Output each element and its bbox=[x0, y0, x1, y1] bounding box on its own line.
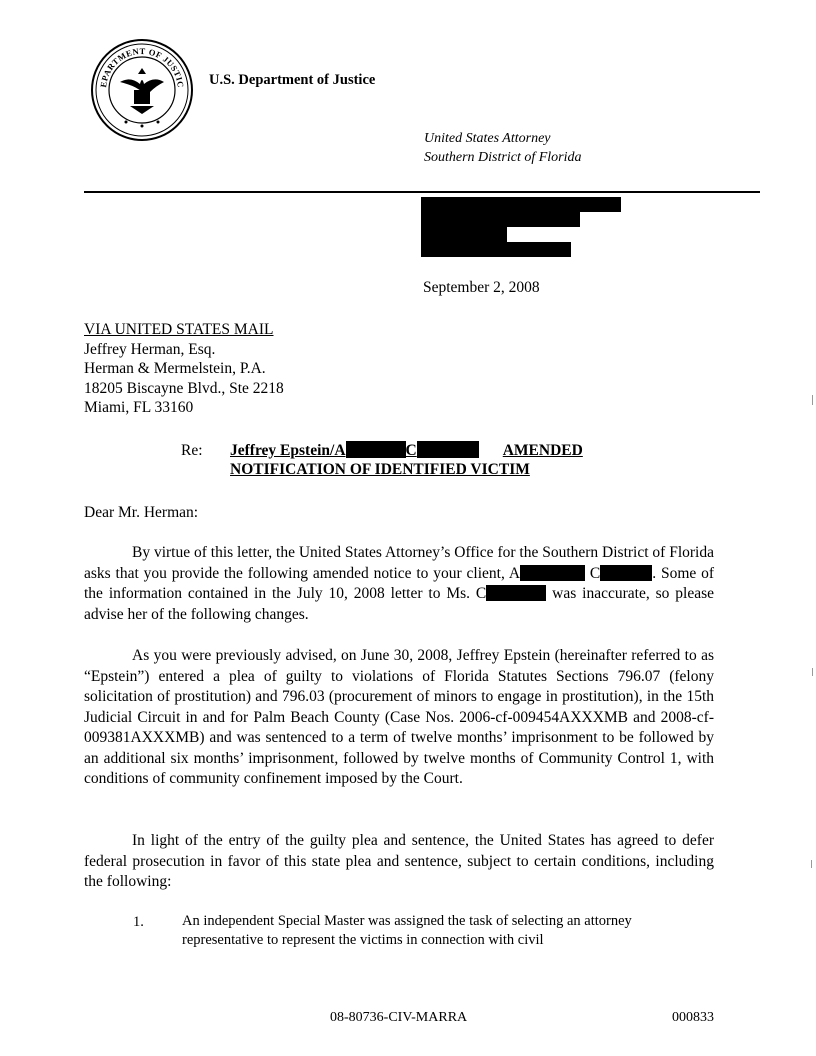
letter-date: September 2, 2008 bbox=[423, 279, 540, 296]
paragraph-text: . Some of the information contained in the July 10, 2008 letter to Ms. C bbox=[84, 564, 715, 602]
scan-speck bbox=[812, 668, 813, 676]
address-line: 18205 Biscayne Blvd., Ste 2218 bbox=[84, 379, 284, 397]
body-paragraph-1 bbox=[84, 543, 714, 625]
office-line-2: Southern District of Florida bbox=[424, 150, 582, 165]
body-paragraph-2 bbox=[84, 646, 714, 790]
redaction-block bbox=[421, 212, 580, 227]
re-subject-name: Jeffrey Epstein/A bbox=[230, 442, 346, 459]
scan-speck bbox=[812, 395, 813, 405]
re-subject-line-1 bbox=[230, 441, 583, 460]
office-line-1: United States Attorney bbox=[424, 131, 551, 146]
footer-bates-number: 000833 bbox=[672, 1010, 714, 1025]
scan-speck bbox=[811, 860, 812, 868]
footer-case-number: 08-80736-CIV-MARRA bbox=[330, 1010, 468, 1025]
paragraph-text: was inaccurate, so please advise her of the following changes. bbox=[84, 585, 714, 623]
department-name: U.S. Department of Justice bbox=[209, 72, 376, 88]
re-subject-line-2: NOTIFICATION OF IDENTIFIED VICTIM bbox=[230, 461, 530, 478]
paragraph-text: In light of the entry of the guilty plea and sentence, the United States has agreed to defer federal prosecution in favor of this state plea and sentence, subject to certain conditions, including the following: bbox=[84, 832, 714, 890]
redaction-box bbox=[600, 565, 652, 581]
paragraph-text: As you were previously advised, on June 30, 2008, Jeffrey Epstein (hereinafter referred to as “Epstein”) entered a plea of guilty to violations of Florida Statutes Sections 796.07 (felony solicitation of prostitution) and 796.03 (procurement of minors to engage in prostitution), in the 15th Judicial Circuit in and for Palm Beach County (Case Nos. 2006-cf-009454AXXXMB and 2008-cf-009381AXXXMB) and was sentenced to a term of twelve months’ imprisonment to be followed by an additional six months’ imprisonment, followed by twelve months of Community Control 1, with conditions of community confinement imposed by the Court. bbox=[84, 647, 714, 787]
redaction-box bbox=[486, 585, 546, 601]
list-item-text: An independent Special Master was assigned the task of selecting an attorney representative to represent the victims in connection with civil bbox=[182, 913, 632, 948]
paragraph-text: By virtue of this letter, the United States Attorney’s Office for the Southern District of Florida asks that you provide the following amended notice to your client, A bbox=[84, 544, 714, 582]
list-item-number: 1. bbox=[133, 914, 144, 930]
address-line: Miami, FL 33160 bbox=[84, 399, 194, 416]
address-line: Jeffrey Herman, Esq. bbox=[84, 340, 216, 358]
redaction-block bbox=[421, 197, 621, 212]
delivery-method: VIA UNITED STATES MAIL bbox=[84, 321, 274, 338]
redaction-box bbox=[346, 441, 406, 458]
header-rule bbox=[84, 191, 760, 193]
paragraph-text: C bbox=[589, 564, 601, 582]
address-line: Herman & Mermelstein, P.A. bbox=[84, 360, 266, 377]
salutation: Dear Mr. Herman: bbox=[84, 504, 199, 521]
redaction-box bbox=[417, 441, 479, 458]
re-label: Re: bbox=[181, 442, 203, 459]
re-subject-initial: C bbox=[405, 442, 417, 459]
redaction-box bbox=[520, 565, 585, 581]
body-paragraph-3 bbox=[84, 831, 714, 893]
seal-text: EPARTMENT OF JUSTIC bbox=[98, 45, 187, 89]
office-heading bbox=[424, 129, 582, 167]
address-block bbox=[84, 320, 284, 418]
redaction-block bbox=[421, 227, 507, 242]
department-of-justice-seal-icon bbox=[90, 38, 194, 142]
re-subject-amended: AMENDED bbox=[502, 442, 583, 459]
redaction-block bbox=[421, 242, 571, 257]
